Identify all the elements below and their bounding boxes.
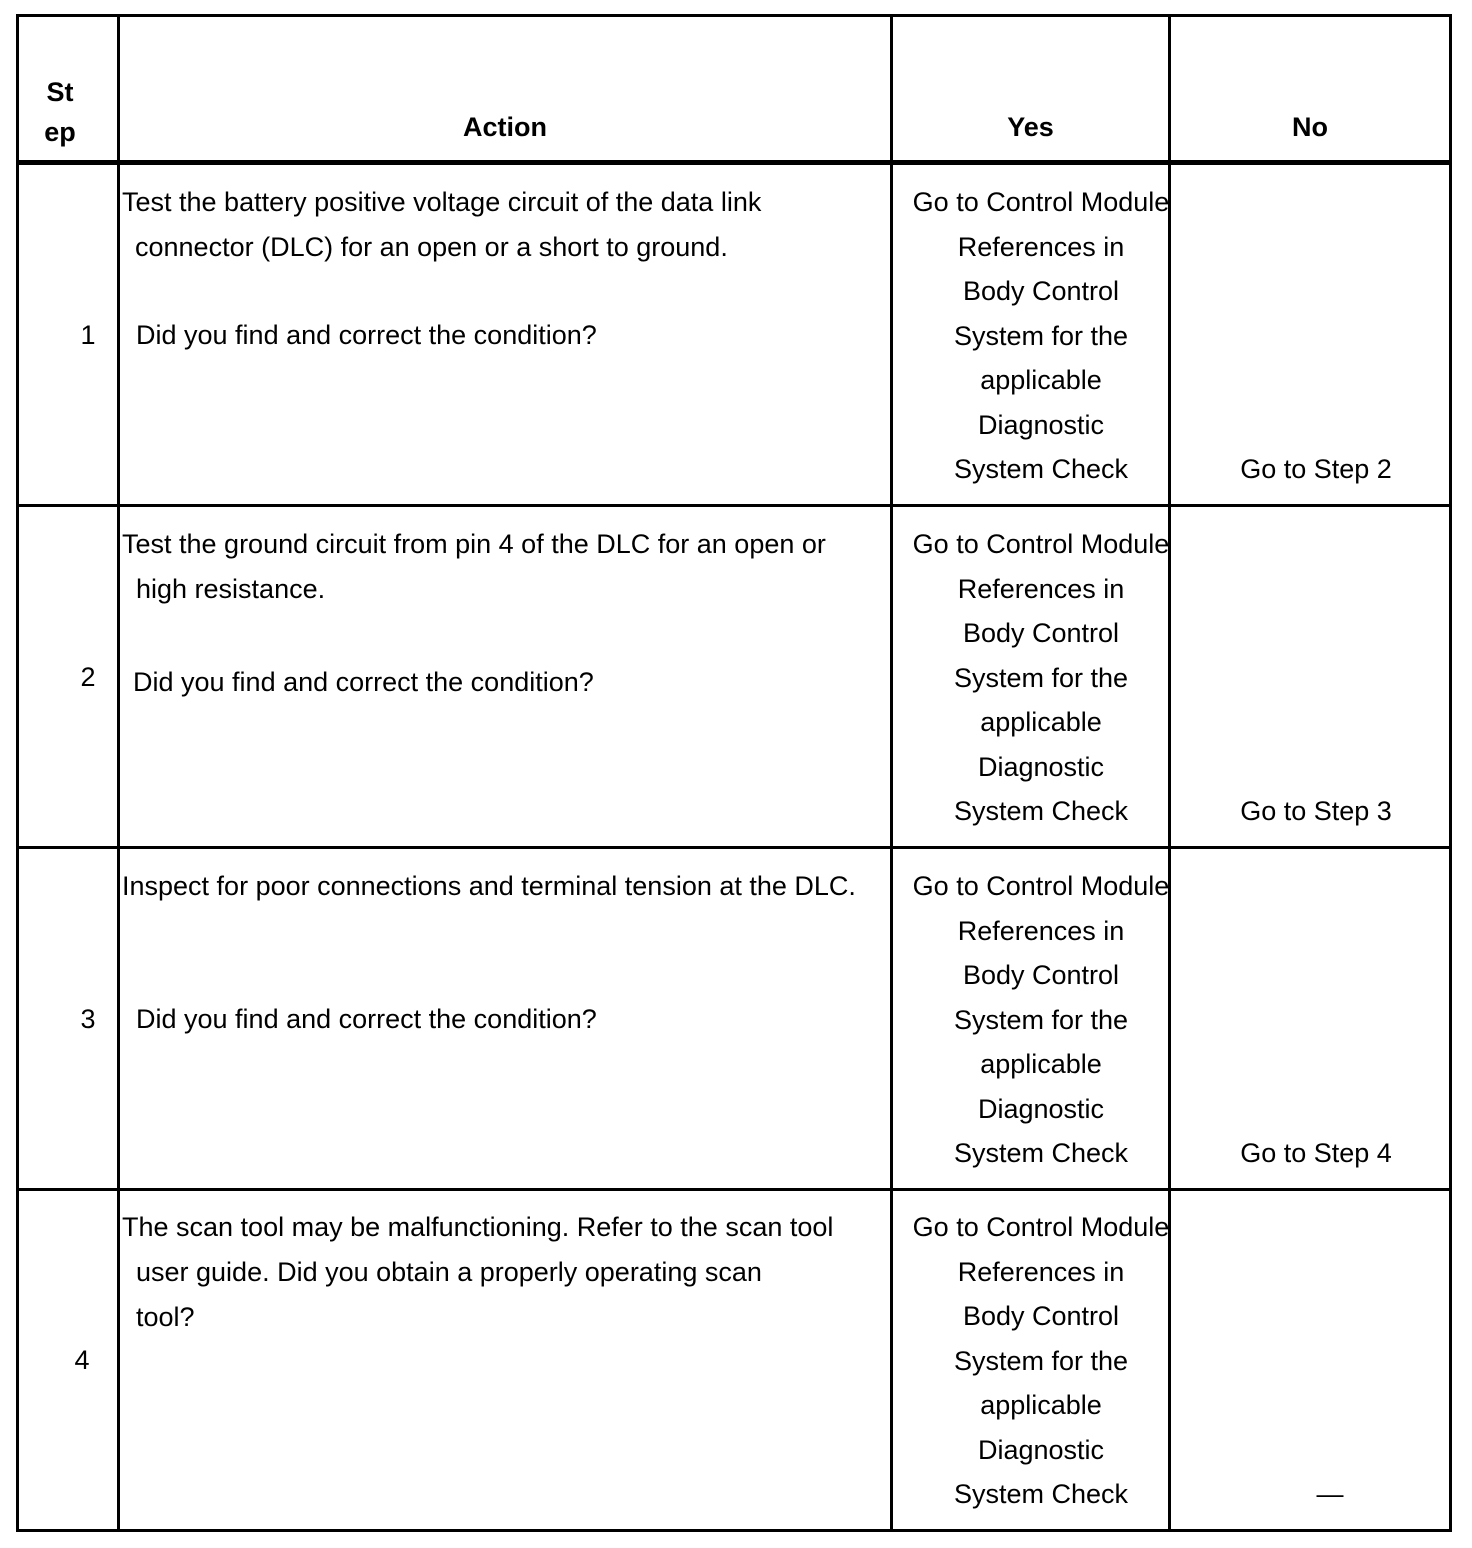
yes-2-line: Body Control <box>962 618 1120 648</box>
yes-3-line: applicable <box>980 1049 1102 1079</box>
yes-4-line: System for the <box>953 1345 1129 1376</box>
header-step-line2: ep <box>44 117 76 147</box>
yes-1-line: Diagnostic <box>977 409 1105 440</box>
header-divider <box>16 160 1452 165</box>
row-divider-3 <box>16 1188 1452 1191</box>
action-2-question: Did you find and correct the condition? <box>133 667 594 697</box>
yes-1-line: System Check <box>953 454 1129 484</box>
step-number-4: 4 <box>74 1345 90 1375</box>
action-2-line1: Test the ground circuit from pin 4 of the DLC for an open or <box>122 529 826 559</box>
yes-3-line: System for the <box>953 1004 1129 1035</box>
no-4: — <box>1316 1479 1344 1509</box>
yes-1 <box>902 180 1180 492</box>
yes-3-line: Diagnostic <box>977 1093 1105 1124</box>
action-2-line2: high resistance. <box>136 574 326 604</box>
yes-4 <box>902 1205 1180 1517</box>
yes-4-line: Diagnostic <box>977 1434 1105 1465</box>
yes-4-line: Body Control <box>962 1301 1120 1331</box>
no-2: Go to Step 3 <box>1240 796 1392 826</box>
yes-4-line: Go to Control Module <box>912 1212 1170 1242</box>
col-divider-action <box>890 14 893 1532</box>
action-4-line1: The scan tool may be malfunctioning. Refer to the scan tool <box>122 1212 834 1242</box>
table-bottom-border <box>16 1529 1452 1532</box>
row-divider-1 <box>16 504 1452 507</box>
action-4-line3: tool? <box>136 1302 195 1332</box>
action-4-line2: user guide. Did you obtain a properly operating scan <box>136 1257 762 1287</box>
action-3-question: Did you find and correct the condition? <box>136 1004 597 1034</box>
yes-2-line: applicable <box>980 707 1102 737</box>
row-divider-2 <box>16 846 1452 849</box>
yes-4-line: applicable <box>980 1390 1102 1420</box>
yes-2 <box>902 522 1180 834</box>
yes-2-line: System for the <box>953 662 1129 693</box>
yes-3-line: Go to Control Module <box>912 871 1170 901</box>
yes-3-line: References in <box>957 915 1125 946</box>
yes-2-line: System Check <box>953 796 1129 826</box>
action-1-question: Did you find and correct the condition? <box>136 320 597 350</box>
yes-2-line: Diagnostic <box>977 751 1105 782</box>
header-no: No <box>1292 112 1328 142</box>
step-number-2: 2 <box>80 662 96 692</box>
table-top-border <box>16 14 1452 17</box>
yes-2-line: References in <box>957 573 1125 604</box>
col-divider-step <box>117 14 120 1532</box>
yes-3-line: Body Control <box>962 960 1120 990</box>
diagnostic-table <box>16 14 1452 1532</box>
action-1-line1: Test the battery positive voltage circuit of the data link <box>122 187 762 217</box>
yes-3-line: System Check <box>953 1138 1129 1168</box>
step-number-1: 1 <box>80 320 96 350</box>
yes-3 <box>902 864 1180 1176</box>
no-1: Go to Step 2 <box>1240 454 1392 484</box>
header-step-line1: St <box>46 77 74 107</box>
table-left-border <box>16 14 19 1532</box>
table-right-border <box>1449 14 1452 1532</box>
yes-2-line: Go to Control Module <box>912 529 1170 559</box>
action-1-line2: connector (DLC) for an open or a short to ground. <box>135 232 728 262</box>
yes-1-line: Body Control <box>962 276 1120 306</box>
yes-4-line: System Check <box>953 1479 1129 1509</box>
yes-1-line: Go to Control Module <box>912 187 1170 217</box>
header-action: Action <box>463 112 547 142</box>
action-3-line1: Inspect for poor connections and terminal tension at the DLC. <box>122 871 856 901</box>
header-step <box>30 72 90 152</box>
no-3: Go to Step 4 <box>1240 1138 1392 1168</box>
yes-1-line: System for the <box>953 320 1129 351</box>
step-number-3: 3 <box>80 1004 96 1034</box>
yes-1-line: applicable <box>980 365 1102 395</box>
yes-1-line: References in <box>957 231 1125 262</box>
yes-4-line: References in <box>957 1256 1125 1287</box>
header-yes: Yes <box>1007 112 1054 142</box>
